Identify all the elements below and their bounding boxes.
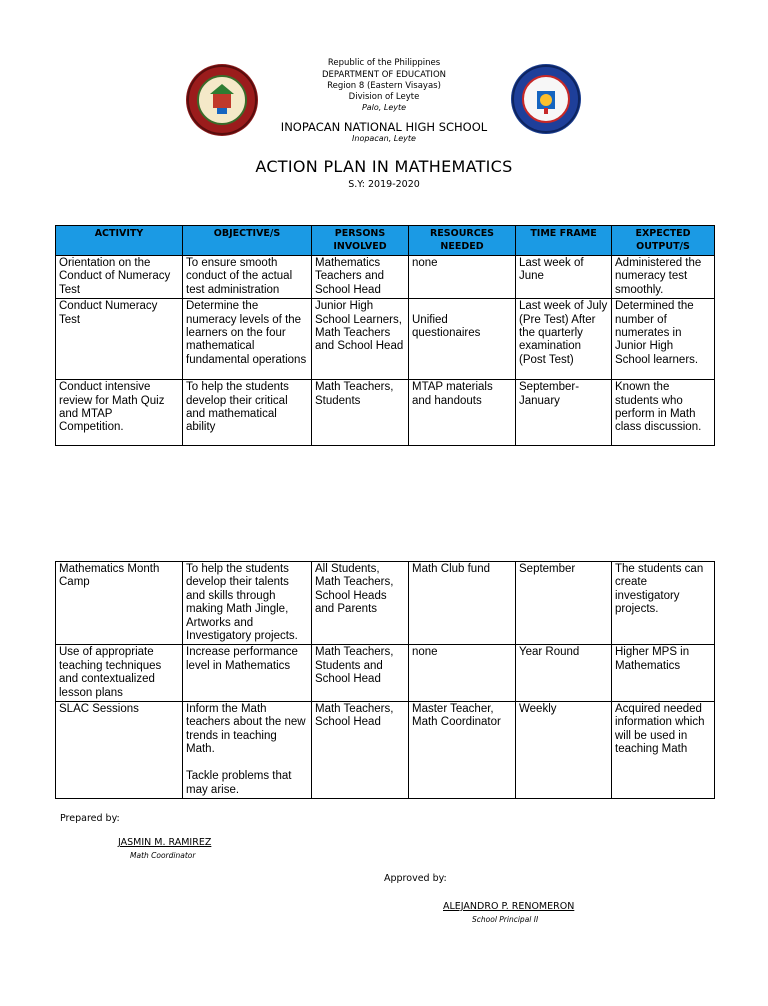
- header-time-frame: TIME FRAME: [516, 226, 612, 256]
- table-cell: Orientation on the Conduct of Numeracy Test: [56, 256, 183, 299]
- page-title: ACTION PLAN IN MATHEMATICS: [255, 157, 513, 176]
- table-cell: none: [409, 256, 516, 299]
- header-expected-outputs: EXPECTED OUTPUT/S: [612, 226, 715, 256]
- table-cell: Last week of July (Pre Test) After the quarterly examination (Post Test): [516, 299, 612, 380]
- action-plan-table-continued: [55, 561, 715, 799]
- table-cell: Year Round: [516, 645, 612, 702]
- table-cell: September: [516, 562, 612, 645]
- location-text: Palo, Leyte: [361, 103, 407, 112]
- table-cell: Math Club fund: [409, 562, 516, 645]
- table-cell: Unified questionaires: [409, 299, 516, 380]
- header-activity: ACTIVITY: [56, 226, 183, 256]
- table-row: [56, 256, 715, 299]
- approved-by-label: Approved by:: [384, 873, 447, 884]
- table-cell: Higher MPS in Mathematics: [612, 645, 715, 702]
- header-objectives: OBJECTIVE/S: [183, 226, 312, 256]
- table-cell: Conduct Numeracy Test: [56, 299, 183, 380]
- table-cell: Determined the number of numerates in Junior High School learners.: [612, 299, 715, 380]
- table-cell: Use of appropriate teaching techniques and contextualized lesson plans: [56, 645, 183, 702]
- table-cell: To help the students develop their critical and mathematical ability: [183, 380, 312, 446]
- table-cell: Conduct intensive review for Math Quiz and MTAP Competition.: [56, 380, 183, 446]
- table-cell: All Students, Math Teachers, School Heads and Parents: [312, 562, 409, 645]
- republic-text: Republic of the Philippines: [327, 58, 441, 68]
- table-row: [56, 645, 715, 702]
- table-header-row: [56, 226, 715, 256]
- table-cell: Math Teachers, Students and School Head: [312, 645, 409, 702]
- table-cell: Math Teachers, Students: [312, 380, 409, 446]
- table-cell: Administered the numeracy test smoothly.: [612, 256, 715, 299]
- table-cell: Known the students who perform in Math class discussion.: [612, 380, 715, 446]
- approved-by-name: ALEJANDRO P. RENOMERON: [443, 901, 575, 912]
- table-row: [56, 299, 715, 380]
- table-cell: Acquired needed information which will be used in teaching Math: [612, 702, 715, 799]
- table-cell: To ensure smooth conduct of the actual test administration: [183, 256, 312, 299]
- table-cell: The students can create investigatory projects.: [612, 562, 715, 645]
- table-cell: Mathematics Teachers and School Head: [312, 256, 409, 299]
- table-cell: Last week of June: [516, 256, 612, 299]
- header-resources-needed: RESOURCES NEEDED: [409, 226, 516, 256]
- table-cell: Mathematics Month Camp: [56, 562, 183, 645]
- table-cell: Junior High School Learners, Math Teachers and School Head: [312, 299, 409, 380]
- table-row: [56, 702, 715, 799]
- table-cell: Inform the Math teachers about the new trends in teaching Math. Tackle problems that may arise.: [183, 702, 312, 799]
- table-cell: none: [409, 645, 516, 702]
- division-text: Division of Leyte: [348, 92, 420, 102]
- prepared-by-title: Math Coordinator: [130, 851, 196, 860]
- table-row: [56, 562, 715, 645]
- table-cell: To help the students develop their talents and skills through making Math Jingle, Artworks and Investigatory projects.: [183, 562, 312, 645]
- approved-by-title: School Principal II: [472, 915, 539, 924]
- table-cell: Increase performance level in Mathematics: [183, 645, 312, 702]
- school-name: INOPACAN NATIONAL HIGH SCHOOL: [280, 120, 488, 134]
- region-text: Region 8 (Eastern Visayas): [327, 81, 441, 91]
- table-cell: MTAP materials and handouts: [409, 380, 516, 446]
- table-cell: Master Teacher, Math Coordinator: [409, 702, 516, 799]
- school-year: S.Y: 2019-2020: [348, 179, 420, 190]
- table-cell: Weekly: [516, 702, 612, 799]
- table-row: [56, 380, 715, 446]
- header-persons-involved: PERSONS INVOLVED: [312, 226, 409, 256]
- table-cell: Determine the numeracy levels of the learners on the four mathematical fundamental operations: [183, 299, 312, 380]
- action-plan-table: [55, 225, 715, 446]
- department-text: DEPARTMENT OF EDUCATION: [321, 70, 446, 80]
- prepared-by-name: JASMIN M. RAMIREZ: [118, 837, 212, 848]
- table-cell: SLAC Sessions: [56, 702, 183, 799]
- prepared-by-label: Prepared by:: [60, 813, 120, 824]
- school-location: Inopacan, Leyte: [352, 134, 416, 143]
- table-cell: Math Teachers, School Head: [312, 702, 409, 799]
- table-cell: September-January: [516, 380, 612, 446]
